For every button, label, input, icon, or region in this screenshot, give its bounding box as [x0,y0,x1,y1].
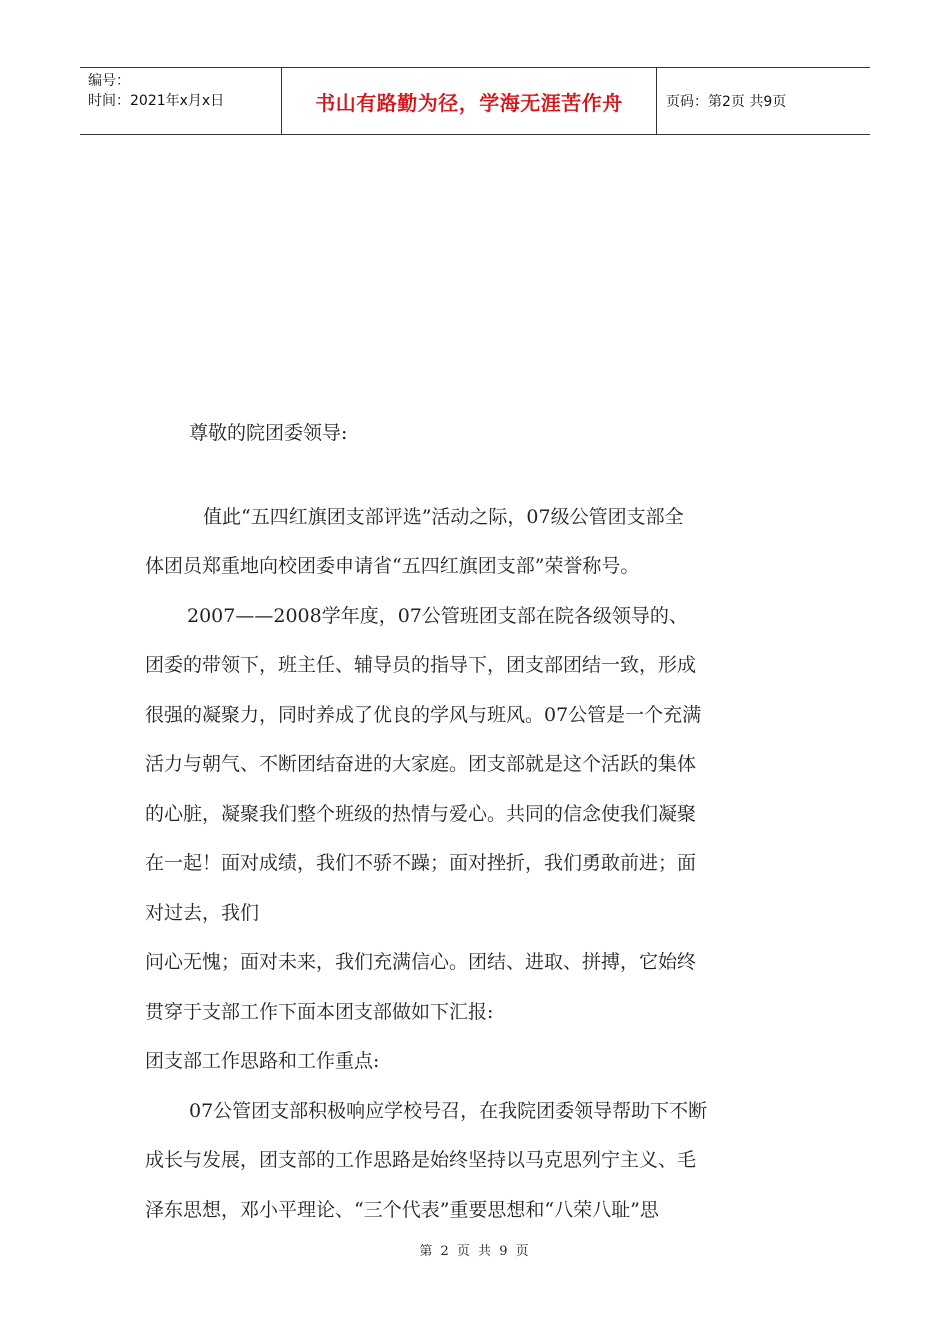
salutation: 尊敬的院团委领导: [189,422,348,444]
document-body [145,416,800,1242]
body-line: 值此“五四红旗团支部评选”活动之际，07级公管团支部全 [203,505,684,528]
section-heading: 团支部工作思路和工作重点: [145,1050,380,1072]
header-page-number: 页码：第2页 共9页 [666,94,787,110]
body-line: 在一起！面对成绩，我们不骄不躁；面对挫折，我们勇敢前进；面 [145,852,697,874]
body-line: 很强的凝聚力，同时养成了优良的学风与班风。07公管是一个充满 [145,703,702,726]
header-meta [80,68,282,134]
document-time-label: 时间：2021年x月x日 [88,93,225,109]
body-line: 的心脏，凝聚我们整个班级的热情与爱心。共同的信念使我们凝聚 [145,802,697,825]
body-line: 团委的带领下，班主任、辅导员的指导下，团支部团结一致，形成 [145,654,697,676]
body-line: 活力与朝气、不断团结奋进的大家庭。团支部就是这个活跃的集体 [145,753,697,775]
paragraph-gap [145,466,800,500]
body-line: 成长与发展，团支部的工作思路是始终坚持以马克思列宁主义、毛 [145,1149,697,1171]
body-line: 问心无愧；面对未来，我们充满信心。团结、进取、拼搏，它始终 [145,951,697,973]
body-line: 07公管团支部积极响应学校号召，在我院团委领导帮助下不断 [189,1099,708,1122]
body-line: 对过去，我们 [145,901,260,924]
document-number-label: 编号： [88,73,130,89]
body-line: 体团员郑重地向校团委申请省“五四红旗团支部”荣誉称号。 [145,555,640,577]
page-footer: 第 2 页 共 9 页 [419,1244,531,1259]
page-header [80,67,870,135]
body-line: 贯穿于支部工作下面本团支部做如下汇报: [145,1000,494,1023]
body-line: 2007——2008学年度，07公管班团支部在院各级领导的、 [187,604,688,627]
body-line: 泽东思想，邓小平理论、“三个代表”重要思想和“八荣八耻”思 [145,1198,659,1221]
header-motto: 书山有路勤为径，学海无涯苦作舟 [282,68,657,134]
